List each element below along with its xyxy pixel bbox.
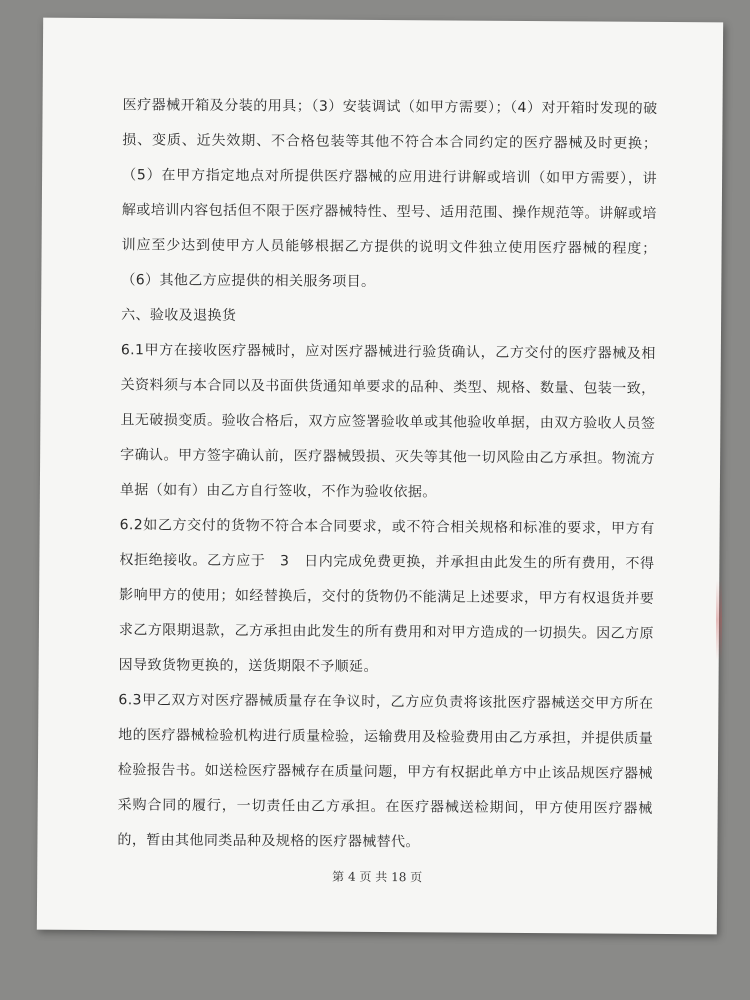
page-number-footer: 第 4 页 共 18 页 [332, 869, 423, 885]
paragraph-6-3: 6.3甲乙双方对医疗器械质量存在争议时，乙方应负责将该批医疗器械送交甲方所在地的医疗器械检验机构进行质量检验，运输费用及检验费用由乙方承担，并提供质量检验报告书。如送检医疗器械存在质量问题，甲方有权据此单方中止该品规医疗器械采购合同的履行，一切责任由乙方承担。在医疗器械送检期间，甲方使用医疗器械的，暂由其他同类品种及规格的医疗器械替代。 [117, 692, 654, 851]
section-heading-acceptance: 六、验收及退换货 [121, 307, 237, 324]
seal-edge-mark [716, 580, 722, 660]
paragraph-6-1: 6.1甲方在接收医疗器械时，应对医疗器械进行验货确认，乙方交付的医疗器械及相关资料须与本合同以及书面供货通知单要求的品种、类型、规格、数量、包装一致，且无破损变质。验收合格后，双方应签署验收单或其他验收单据，由双方验收人员签字确认。甲方签字确认前，医疗器械毁损、灭失等其他一切风险由乙方承担。物流方单据（如有）由乙方自行签收，不作为验收依据。 [119, 342, 656, 501]
document-page [37, 18, 723, 935]
paragraph-service-items: 医疗器械开箱及分装的用具；（3）安装调试（如甲方需要）；（4）对开箱时发现的破损、变质、近失效期、不合格包装等其他不符合本合同约定的医疗器械及时更换；（5）在甲方指定地点对所提供医疗器械的应用进行讲解或培训（如甲方需要），讲解或培训内容包括但不限于医疗器械特性、型号、适用范围、操作规范等。讲解或培训应至少达到使甲方人员能够根据乙方提供的说明文件独立使用医疗器械的程度；（6）其他乙方应提供的相关服务项目。 [121, 97, 658, 290]
paragraph-6-2: 6.2如乙方交付的货物不符合本合同要求，或不符合相关规格和标准的要求，甲方有权拒绝接收。乙方应于 3 日内完成免费更换，并承担由此发生的所有费用，不得影响甲方的使用；如经替换后，交付的货物仍不能满足上述要求，甲方有权退货并要求乙方限期退款，乙方承担由此发生的所有费用和对甲方造成的一切损失。因乙方原因导致货物更换的，送货期限不予顺延。 [118, 517, 655, 675]
document-body [117, 88, 657, 862]
